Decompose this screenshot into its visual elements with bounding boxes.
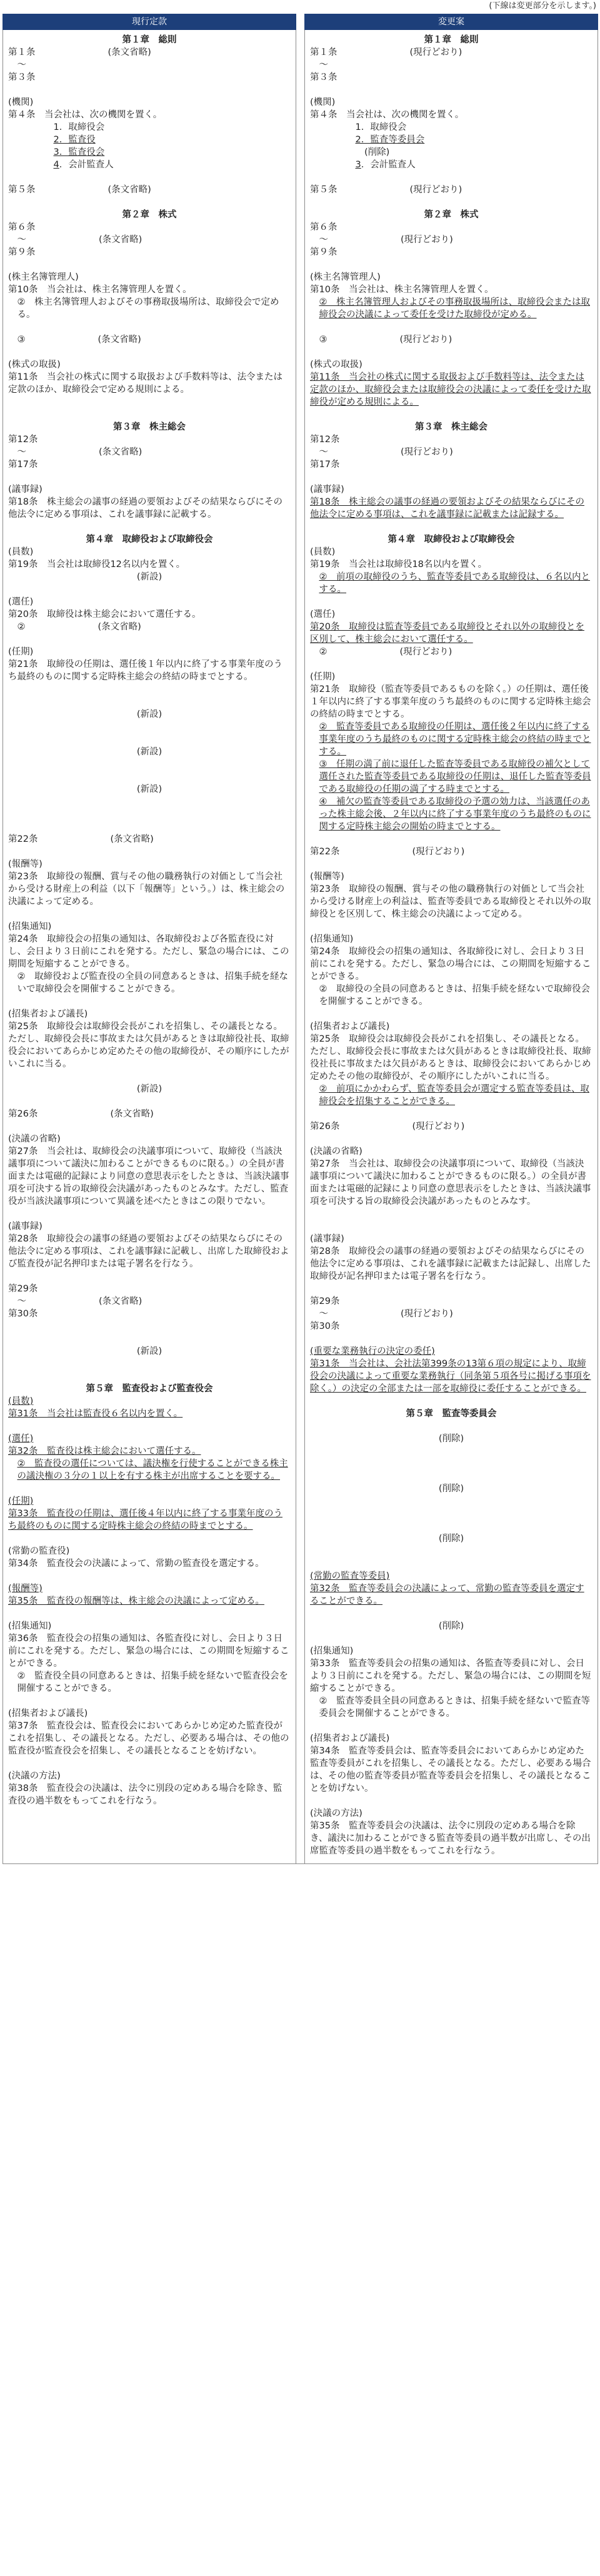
organ-item-2: 2．監査等委員会 — [355, 135, 425, 145]
chapter-4-heading: 第４章 取締役および取締役会 — [388, 535, 515, 545]
proposed-column — [305, 30, 598, 1864]
article-10-3: ③ (現行どおり) — [319, 335, 452, 345]
article-38: 第38条 監査役会の決議は、法令に別段の定めある場合を除き、監査役の過半数をもってこれを行なう。 — [8, 1784, 282, 1806]
comparison-table — [2, 14, 598, 1864]
article-10-2: ② 株主名簿管理人およびその事務取扱場所は、取締役会で定める。 — [17, 297, 279, 320]
caption-jokin: (常勤の監査等委員) — [310, 1571, 390, 1581]
caption-giji2: (議事録) — [8, 1221, 42, 1231]
caption-shoshu: (招集通知) — [8, 922, 52, 932]
article-30: 第30条 — [8, 1309, 38, 1319]
caption-shoshu: (招集通知) — [310, 934, 354, 944]
article-9: 第９条 — [310, 247, 338, 257]
organ-item-deleted: (削除) — [364, 147, 390, 157]
caption-shoshu5: (招集通知) — [8, 1621, 52, 1631]
chapter-1-heading: 第１章 総則 — [122, 35, 177, 45]
article-29-30-range: 〜 (現行どおり) — [319, 1309, 453, 1319]
article-6-9-range: 〜 (条文省略) — [17, 235, 142, 245]
caption-toriatsukai: (株式の取扱) — [8, 360, 61, 370]
article-26: 第26条 (条文省略) — [8, 1109, 154, 1119]
chapter-2-heading: 第２章 株式 — [122, 210, 177, 220]
article-10: 第10条 当会社は、株主名簿管理人を置く。 — [310, 285, 494, 295]
article-5: 第５条 (条文省略) — [8, 185, 151, 195]
deleted-marker: (削除) — [438, 1434, 464, 1444]
article-19: 第19条 当会社は取締役12名以内を置く。 — [8, 560, 186, 570]
chapter-4-heading: 第４章 取締役および取締役会 — [86, 535, 213, 545]
new-clause-marker: (新設) — [136, 747, 162, 757]
article-35-new: 第35条 監査等委員会の決議は、法令に別段の定めある場合を除き、議決に加わることができる監査等委員の過半数が出席し、その出席監査等委員の過半数をもってこれを行なう。 — [310, 1821, 591, 1856]
article-4: 第４条 当会社は、次の機関を置く。 — [310, 110, 464, 120]
deleted-marker: (削除) — [438, 1621, 464, 1631]
article-10-3: ③ (条文省略) — [17, 335, 141, 345]
tilde: 〜 — [319, 60, 328, 70]
caption-kikan: (機関) — [8, 97, 34, 107]
caption-giji2: (議事録) — [310, 1234, 344, 1244]
article-11: 第11条 当会社の株式に関する取扱および手数料等は、法令または定款のほか、取締役会で定める規則による。 — [8, 372, 282, 395]
chapter-2-heading: 第２章 株式 — [424, 210, 479, 220]
article-24: 第24条 取締役会の招集の通知は、各取締役に対し、会日より３日前にこれを発する。ただし、緊急の場合には、この期間を短縮することができる。 — [310, 947, 591, 982]
article-9: 第９条 — [8, 247, 36, 257]
caption-gicho5: (招集者および議長) — [8, 1709, 88, 1719]
caption-insu: (員数) — [310, 547, 336, 557]
caption-kesshi: (決議の方法) — [8, 1771, 61, 1781]
article-25: 第25条 取締役会は取締役会長がこれを招集し、その議長となる。ただし、取締役会長に事故または欠員があるときは取締役社長、取締役社長に事故または欠員があるときは、取締役会においてあらかじめ定めたその他の取締役が、その順序にしたがいこれに当る。 — [310, 1034, 591, 1082]
caption-hoshu5: (報酬等) — [8, 1584, 42, 1594]
new-clause-marker: (新設) — [136, 1346, 162, 1356]
caption-gicho: (招集者および議長) — [8, 1009, 88, 1019]
caption-shoshu5: (招集通知) — [310, 1646, 354, 1656]
organ-item-3: 3．監査役会 — [53, 147, 105, 157]
change-note: (下線は変更部分を示します。) — [489, 1, 596, 11]
article-37: 第37条 監査役会は、監査役会においてあらかじめ定めた監査役がこれを招集し、その議長となる。ただし、必要ある場合は、その他の監査役が監査役会を招集し、その議長となることを妨げない。 — [8, 1721, 289, 1756]
caption-senin5: (選任) — [8, 1434, 34, 1444]
article-20-2: ② (現行どおり) — [319, 647, 452, 657]
organ-item-1: 1．取締役会 — [355, 122, 407, 132]
article-23: 第23条 取締役の報酬、賞与その他の職務執行の対価として当会社から受ける財産上の利益（以下「報酬等」という。）は、株主総会の決議によって定める。 — [8, 872, 285, 907]
article-24-2: ② 取締役および監査役の全員の同意あるときは、招集手続を経ないで取締役会を開催することができる。 — [17, 972, 288, 994]
article-32-new: 第32条 監査等委員会の決議によって、常勤の監査等委員を選定することができる。 — [310, 1584, 584, 1606]
article-36-2: ② 監査役全員の同意あるときは、招集手続を経ないで監査役会を開催することができる。 — [17, 1671, 288, 1694]
article-12: 第12条 — [310, 435, 340, 445]
article-26: 第26条 (現行どおり) — [310, 1122, 465, 1132]
organ-item-3: 3．会計監査人 — [355, 160, 416, 170]
organ-item-1: 1．取締役会 — [53, 122, 105, 132]
new-clause-marker: (新設) — [136, 784, 162, 794]
article-1: 第１条 (条文省略) — [8, 47, 151, 57]
article-23: 第23条 取締役の報酬、賞与その他の職務執行の対価として当会社から受ける財産上の利益は、監査等委員である取締役とそれ以外の取締役とを区別して、株主総会の決議によって定める。 — [310, 884, 591, 919]
article-12: 第12条 — [8, 435, 38, 445]
caption-itaku: (重要な業務執行の決定の委任) — [310, 1346, 435, 1356]
caption-hoshu: (報酬等) — [8, 859, 42, 869]
article-6: 第６条 — [310, 222, 338, 232]
article-21-3: ③ 任期の満了前に退任した監査等委員である取締役の補欠として選任された監査等委員である取締役の任期は、退任した監査等委員である取締役の任期の満了する時までとする。 — [319, 759, 591, 794]
caption-insu5: (員数) — [8, 1396, 34, 1406]
caption-shoryaku: (決議の省略) — [310, 1147, 362, 1157]
article-6: 第６条 — [8, 222, 36, 232]
article-19: 第19条 当会社は取締役18名以内を置く。 — [310, 560, 488, 570]
article-36: 第36条 監査役会の招集の通知は、各監査役に対し、会日より３日前にこれを発する。ただし、緊急の場合には、この期間を短縮することができる。 — [8, 1634, 289, 1669]
comparison-table-wrap — [2, 14, 598, 1864]
current-column — [3, 30, 296, 1864]
article-28: 第28条 取締役会の議事の経過の要領およびその結果ならびにその他法令に定める事項は、これを議事録に記載し、出席した取締役および監査役が記名押印または電子署名を行なう。 — [8, 1234, 289, 1269]
header-current: 現行定款 — [3, 14, 296, 30]
article-34: 第34条 監査役会の決議によって、常勤の監査役を選定する。 — [8, 1559, 264, 1569]
article-34-new: 第34条 監査等委員会は、監査等委員会においてあらかじめ定めた監査等委員がこれを招集し、その議長となる。ただし、必要ある場合は、その他の監査等委員が監査等委員会を招集し、その議長となることを妨げない。 — [310, 1746, 591, 1794]
article-18: 第18条 株主総会の議事の経過の要領およびその結果ならびにその他法令に定める事項は、これを議事録に記載または記録する。 — [310, 497, 584, 520]
deleted-marker: (削除) — [438, 1484, 464, 1494]
caption-shoryaku: (決議の省略) — [8, 1134, 61, 1144]
chapter-3-heading: 第３章 株主総会 — [113, 422, 186, 432]
article-21-2: ② 監査等委員である取締役の任期は、選任後２年以内に終了する事業年度のうち最終のものに関する定時株主総会の終結の時までとする。 — [319, 722, 591, 757]
article-3: 第３条 — [310, 72, 338, 82]
caption-ninki5: (任期) — [8, 1496, 34, 1506]
article-32-2: ② 監査役の選任については、議決権を行使することができる株主の議決権の３分の１以上を有する株主が出席することを要する。 — [17, 1459, 288, 1481]
caption-jokin: (常勤の監査役) — [8, 1546, 70, 1556]
article-12-17-range: 〜 (現行どおり) — [319, 447, 453, 457]
article-3: 第３条 — [8, 72, 36, 82]
article-29: 第29条 — [310, 1296, 340, 1306]
article-29: 第29条 — [8, 1284, 38, 1294]
caption-insu: (員数) — [8, 547, 34, 557]
chapter-1-heading: 第１章 総則 — [424, 35, 479, 45]
caption-meibo: (株主名簿管理人) — [310, 272, 381, 282]
article-11: 第11条 当会社の株式に関する取扱および手数料等は、法令または定款のほか、取締役会または取締役会の決議によって委任を受けた取締役が定める規則による。 — [310, 372, 591, 407]
organ-item-4: 4．会計監査人 — [53, 160, 114, 170]
article-20: 第20条 取締役は株主総会において選任する。 — [8, 609, 201, 619]
caption-giji: (議事録) — [8, 485, 42, 495]
article-10: 第10条 当会社は、株主名簿管理人を置く。 — [8, 285, 192, 295]
tilde: 〜 — [17, 60, 26, 70]
organ-item-2: 2．監査役 — [53, 135, 96, 145]
caption-senin: (選任) — [8, 597, 34, 607]
article-1: 第１条 (現行どおり) — [310, 47, 462, 57]
article-25-2: ② 前項にかかわらず、監査等委員会が選定する監査等委員は、取締役会を招集することができる。 — [319, 1084, 589, 1107]
caption-senin: (選任) — [310, 609, 336, 619]
article-28: 第28条 取締役会の議事の経過の要領およびその結果ならびにその他法令に定める事項は、これを議事録に記載または記録し、出席した取締役が記名押印または電子署名を行なう。 — [310, 1246, 591, 1281]
caption-hoshu: (報酬等) — [310, 872, 344, 882]
article-21-4: ④ 補欠の監査等委員である取締役の予選の効力は、当該選任のあった株主総会後、２年以内に終了する事業年度のうち最終のものに関する定時株主総会の開始の時までとする。 — [319, 797, 591, 832]
article-12-17-range: 〜 (条文省略) — [17, 447, 142, 457]
article-33-new: 第33条 監査等委員会の招集の通知は、各監査等委員に対し、会日より３日前にこれを発する。ただし、緊急の場合には、この期間を短縮することができる。 — [310, 1659, 591, 1694]
caption-gicho: (招集者および議長) — [310, 1022, 390, 1032]
article-10-2: ② 株主名簿管理人およびその事務取扱場所は、取締役会または取締役会の決議によって委任を受けた取締役が定める。 — [319, 297, 590, 320]
article-25: 第25条 取締役会は取締役会長がこれを招集し、その議長となる。ただし、取締役会長に事故または欠員があるときは取締役社長、取締役会においてあらかじめ定めたその他の取締役が、その順序にしたがいこれに当る。 — [8, 1022, 289, 1069]
caption-giji: (議事録) — [310, 485, 344, 495]
article-19-2: ② 前項の取締役のうち、監査等委員である取締役は、６名以内とする。 — [319, 572, 590, 595]
caption-meibo: (株主名簿管理人) — [8, 272, 79, 282]
new-clause-marker: (新設) — [136, 709, 162, 719]
article-22: 第22条 (現行どおり) — [310, 847, 465, 857]
article-4: 第４条 当会社は、次の機関を置く。 — [8, 110, 162, 120]
article-22: 第22条 (条文省略) — [8, 834, 154, 844]
article-6-9-range: 〜 (現行どおり) — [319, 235, 453, 245]
article-29-30-range: 〜 (条文省略) — [17, 1296, 142, 1306]
article-21: 第21条 取締役の任期は、選任後１年以内に終了する事業年度のうち最終のものに関する定時株主総会の終結の時までとする。 — [8, 659, 282, 682]
article-31: 第31条 当会社は監査役６名以内を置く。 — [8, 1409, 183, 1419]
article-33: 第33条 監査役の任期は、選任後４年以内に終了する事業年度のうち最終のものに関する定時株主総会の終結の時までとする。 — [8, 1509, 282, 1531]
article-30: 第30条 — [310, 1321, 340, 1331]
caption-ninki: (任期) — [310, 672, 336, 682]
chapter-5-heading: 第５章 監査役および監査役会 — [86, 1384, 213, 1394]
article-32: 第32条 監査役は株主総会において選任する。 — [8, 1446, 201, 1456]
new-clause-marker: (新設) — [136, 1084, 162, 1094]
article-17: 第17条 — [310, 460, 340, 470]
caption-ninki: (任期) — [8, 647, 34, 657]
new-clause-marker: (新設) — [136, 572, 162, 582]
caption-kikan: (機関) — [310, 97, 336, 107]
article-21: 第21条 取締役（監査等委員であるものを除く。）の任期は、選任後１年以内に終了する事業年度のうち最終のものに関する定時株主総会の終結の時までとする。 — [310, 684, 591, 719]
header-proposed: 変更案 — [305, 14, 598, 30]
article-20: 第20条 取締役は監査等委員である取締役とそれ以外の取締役とを区別して、株主総会において選任する。 — [310, 622, 584, 644]
caption-toriatsukai: (株式の取扱) — [310, 360, 362, 370]
article-17: 第17条 — [8, 460, 38, 470]
article-18: 第18条 株主総会の議事の経過の要領およびその結果ならびにその他法令に定める事項は、これを議事録に記載する。 — [8, 497, 282, 520]
article-5: 第５条 (現行どおり) — [310, 185, 462, 195]
article-27: 第27条 当会社は、取締役会の決議事項について、取締役（当該決議事項について議決に加わることができるものに限る。）の全員が書面または電磁的記録により同意の意思表示をしたときは、当該決議事項を可決する旨の取締役会決議があったものとみなす。ただし、監査役が当該決議事項について異議を述べたときはこの限りでない。 — [8, 1147, 289, 1207]
article-35: 第35条 監査役の報酬等は、株主総会の決議によって定める。 — [8, 1596, 264, 1606]
article-31-new: 第31条 当会社は、会社法第399条の13第６項の規定により、取締役会の決議によって重要な業務執行（同条第５項各号に掲げる事項を除く。）の決定の全部または一部を取締役に委任することができる。 — [310, 1359, 591, 1394]
article-24: 第24条 取締役会の招集の通知は、各取締役および各監査役に対し、会日より３日前にこれを発する。ただし、緊急の場合には、この期間を短縮することができる。 — [8, 934, 289, 969]
article-33-2-new: ② 監査等委員全員の同意あるときは、招集手続を経ないで監査等委員会を開催することができる。 — [319, 1696, 590, 1719]
caption-gicho5: (招集者および議長) — [310, 1734, 390, 1744]
article-24-2: ② 取締役の全員の同意あるときは、招集手続を経ないで取締役会を開催することができる。 — [319, 984, 590, 1007]
chapter-3-heading: 第３章 株主総会 — [415, 422, 488, 432]
caption-kesshi: (決議の方法) — [310, 1809, 362, 1818]
article-27: 第27条 当会社は、取締役会の決議事項について、取締役（当該決議事項について議決に加わることができるものに限る。）の全員が書面または電磁的記録により同意の意思表示をしたときは、当該決議事項を可決する旨の取締役会決議があったものとみなす。 — [310, 1159, 591, 1207]
deleted-marker: (削除) — [438, 1534, 464, 1544]
chapter-5-heading: 第５章 監査等委員会 — [406, 1409, 497, 1419]
article-20-2: ② (条文省略) — [17, 622, 141, 632]
